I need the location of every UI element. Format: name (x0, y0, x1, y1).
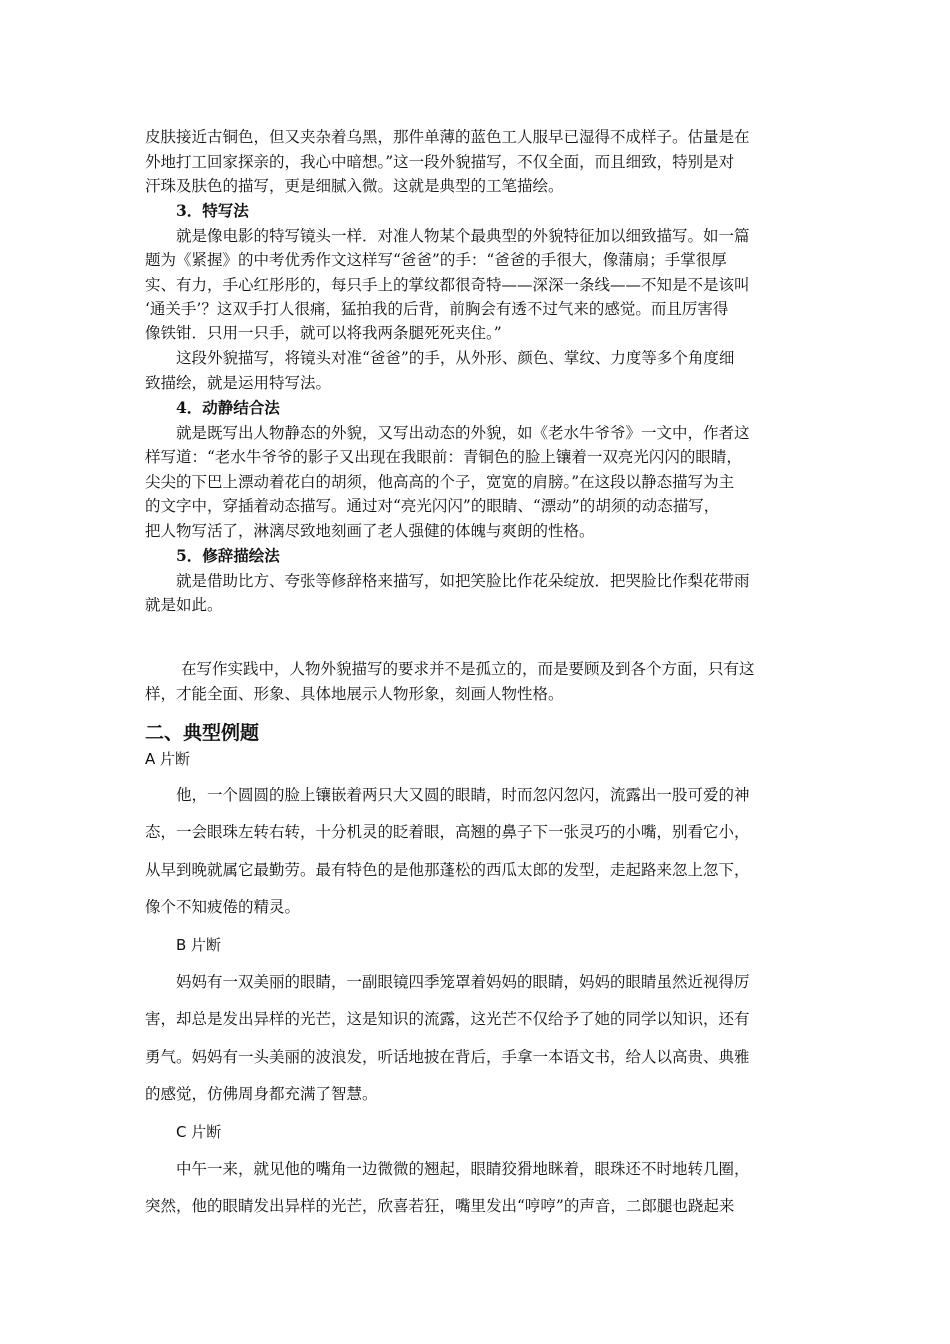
fragment-label: C 片断 (176, 1123, 222, 1141)
text-line: 致描绘，就是运用特写法。 (145, 374, 332, 392)
text-line: 外地打工回家探亲的，我心中暗想。”这一段外貌描写，不仅全面，而且细致，特别是对 (145, 153, 735, 171)
text-line: 就是像电影的特写镜头一样．对准人物某个最典型的外貌特征加以细致描写。如一篇 (176, 227, 750, 245)
fragment-label: B 片断 (176, 936, 222, 954)
text-line: ‘通关手’？这双手打人很痛，猛拍我的后背，前胸会有透不过气来的感觉。而且厉害得 (145, 300, 729, 318)
text-line: 在写作实践中，人物外貌描写的要求并不是孤立的，而是要顾及到各个方面，只有这 (181, 660, 755, 678)
section-title: 二、典型例题 (145, 722, 260, 744)
section-heading: 3．特写法 (176, 201, 249, 220)
text-line: 样，才能全面、形象、具体地展示人物形象，刻画人物性格。 (145, 685, 564, 703)
text-line: 态，一会眼珠左转右转，十分机灵的眨着眼，高翘的鼻子下一张灵巧的小嘴，别看它小， (145, 823, 750, 841)
text-line: 题为《紧握》的中考优秀作文这样写“爸爸”的手：“爸爸的手很大，像蒲扇；手掌很厚 (145, 251, 727, 269)
text-line: 皮肤接近古铜色，但又夹杂着乌黑，那件单薄的蓝色工人服早已湿得不成样子。估量是在 (145, 128, 750, 146)
text-line: 就是既写出人物静态的外貌，又写出动态的外貌，如《老水牛爷爷》一文中，作者这 (176, 424, 750, 442)
text-line: 这段外貌描写，将镜头对准“爸爸”的手，从外形、颜色、掌纹、力度等多个角度细 (176, 349, 735, 367)
text-line: 妈妈有一双美丽的眼睛，一副眼镜四季笼罩着妈妈的眼睛，妈妈的眼睛虽然近视得厉 (176, 973, 750, 991)
text-line: 汗珠及肤色的描写，更是细腻入微。这就是典型的工笔描绘。 (145, 177, 564, 195)
text-line: 就是借助比方、夸张等修辞格来描写，如把笑脸比作花朵绽放．把哭脸比作梨花带雨 (176, 572, 750, 590)
text-line: 的感觉，仿佛周身都充满了智慧。 (145, 1085, 378, 1103)
text-line: 像个不知疲倦的精灵。 (145, 898, 301, 916)
text-line: 把人物写活了，淋漓尽致地刻画了老人强健的体魄与爽朗的性格。 (145, 522, 595, 540)
text-line: 实、有力，手心红彤彤的，每只手上的掌纹都很奇特——深深一条线——不知是不是该叫 (145, 276, 750, 294)
text-line: 就是如此。 (145, 596, 223, 614)
section-heading: 4．动静结合法 (176, 398, 280, 417)
section-heading: 5．修辞描绘法 (176, 546, 280, 565)
text-line: 勇气。妈妈有一头美丽的波浪发，听话地披在背后，手拿一本语文书，给人以高贵、典雅 (145, 1048, 750, 1066)
text-line: 中午一来，就见他的嘴角一边微微的翘起，眼睛狡猾地眯着，眼珠还不时地转几圈， (176, 1160, 750, 1178)
text-line: 像铁钳．只用一只手，就可以将我两条腿死死夹住。” (145, 324, 502, 342)
text-line: 尖尖的下巴上漂动着花白的胡须，他高高的个子，宽宽的肩膀。”在这段以静态描写为主 (145, 473, 735, 491)
text-line: 的文字中，穿插着动态描写。通过对“亮光闪闪”的眼睛、“漂动”的胡须的动态描写， (145, 497, 720, 515)
fragment-label: A 片断 (145, 750, 191, 768)
text-line: 他，一个圆圆的脸上镶嵌着两只大又圆的眼睛，时而忽闪忽闪，流露出一股可爱的神 (176, 786, 750, 804)
text-line: 从早到晚就属它最勤劳。最有特色的是他那蓬松的西瓜太郎的发型，走起路来忽上忽下， (145, 861, 750, 879)
text-line: 突然，他的眼睛发出异样的光芒，欣喜若狂，嘴里发出“哼哼”的声音，二郎腿也跷起来 (145, 1197, 735, 1215)
text-line: 害，却总是发出异样的光芒，这是知识的流露，这光芒不仅给予了她的同学以知识，还有 (145, 1010, 750, 1028)
text-line: 样写道：“老水牛爷爷的影子又出现在我眼前：青铜色的脸上镶着一双亮光闪闪的眼睛， (145, 448, 742, 466)
